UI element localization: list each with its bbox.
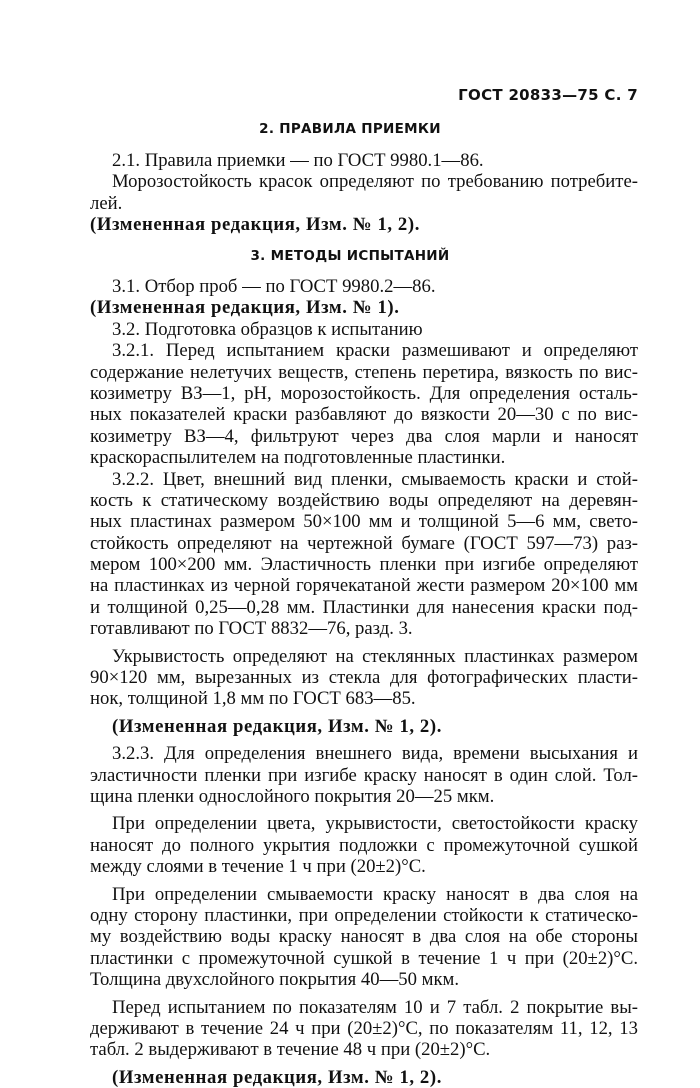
text-line: 2.1. Правила приемки — по ГОСТ 9980.1—86. bbox=[112, 150, 484, 171]
text-line: краскораспылителем на подготовленные пластинки. bbox=[90, 447, 506, 469]
section-3-body bbox=[90, 276, 638, 1088]
text-line: одну сторону пластинки, при определении стойкости к статическо- bbox=[90, 904, 638, 926]
section-3-title: 3. МЕТОДЫ ИСПЫТАНИЙ bbox=[250, 248, 450, 264]
text-line: 3.2.3. Для определения внешнего вида, времени высыхания и bbox=[112, 743, 638, 765]
text-line: и толщиной 0,25—0,28 мм. Пластинки для нанесения краски под- bbox=[90, 596, 638, 618]
text-line: нок, толщиной 1,8 мм по ГОСТ 683—85. bbox=[90, 688, 416, 710]
text-line: мером 100×200 мм. Эластичность пленки при изгибе определяют bbox=[90, 554, 638, 576]
text-line: пластинки с промежуточной сушкой в течение 1 ч при (20±2)°С. bbox=[90, 947, 638, 969]
text-line: стойкость определяют на чертежной бумаге (ГОСТ 597—73) раз- bbox=[90, 532, 638, 554]
text-line: на пластинках из черной горячекатаной жести размером 20×100 мм bbox=[90, 575, 638, 597]
text-line: Перед испытанием по показателям 10 и 7 табл. 2 покрытие вы- bbox=[112, 996, 638, 1018]
text-line: 3.2. Подготовка образцов к испытанию bbox=[112, 318, 423, 340]
text-line: готавливают по ГОСТ 8832—76, разд. 3. bbox=[90, 618, 413, 640]
text-line: Морозостойкость красок определяют по требованию потребите- bbox=[112, 171, 638, 193]
section-2-title: 2. ПРАВИЛА ПРИЕМКИ bbox=[259, 121, 441, 137]
text-line: му воздействию воды краску наносят в два слоя на обе стороны bbox=[90, 926, 638, 948]
amendment-note: (Измененная редакция, Изм. № 1, 2). bbox=[112, 715, 442, 737]
text-line: кость к статическому воздействию воды определяют на деревян- bbox=[90, 489, 638, 511]
text-line: Укрывистость определяют на стеклянных пластинках размером bbox=[112, 645, 638, 667]
text-line: 3.1. Отбор проб — по ГОСТ 9980.2—86. bbox=[112, 276, 436, 297]
page-header: ГОСТ 20833—75 С. 7 bbox=[458, 86, 638, 104]
text-line: ных пластинах размером 50×100 мм и толщиной 5—6 мм, свето- bbox=[90, 511, 638, 533]
text-line: содержание нелетучих веществ, степень перетира, вязкость по вис- bbox=[90, 361, 638, 383]
section-2-body bbox=[90, 150, 638, 236]
text-line: 90×120 мм, вырезанных из стекла для фотографических пласти- bbox=[90, 667, 638, 689]
text-line: щина пленки однослойного покрытия 20—25 мкм. bbox=[90, 785, 495, 807]
text-line: табл. 2 выдерживают в течение 48 ч при (20±2)°С. bbox=[90, 1039, 491, 1061]
text-line: Толщина двухслойного покрытия 40—50 мкм. bbox=[90, 969, 460, 991]
text-line: лей. bbox=[90, 192, 123, 214]
text-line: козиметру ВЗ—4, фильтруют через два слоя марли и наносят bbox=[90, 425, 638, 447]
text-line: эластичности пленки при изгибе краску наносят в один слой. Тол- bbox=[90, 764, 638, 786]
amendment-note: (Измененная редакция, Изм. № 1, 2). bbox=[90, 214, 420, 236]
amendment-note: (Измененная редакция, Изм. № 1, 2). bbox=[112, 1066, 442, 1088]
text-line: наносят до полного укрытия подложки с промежуточной сушкой bbox=[90, 834, 638, 856]
text-line: держивают в течение 24 ч при (20±2)°С, по показателям 11, 12, 13 bbox=[90, 1017, 638, 1039]
text-line: При определении цвета, укрывистости, светостойкости краску bbox=[112, 813, 638, 835]
text-line: козиметру ВЗ—1, рН, морозостойкость. Для определения осталь- bbox=[90, 382, 638, 404]
text-line: между слоями в течение 1 ч при (20±2)°С. bbox=[90, 856, 426, 878]
amendment-note: (Измененная редакция, Изм. № 1). bbox=[90, 297, 400, 319]
text-line: При определении смываемости краску наносят в два слоя на bbox=[112, 883, 638, 905]
text-line: ных показателей краски разбавляют до вязкости 20—30 с по вис- bbox=[90, 404, 638, 426]
text-line: 3.2.1. Перед испытанием краски размешивают и определяют bbox=[112, 340, 638, 362]
text-line: 3.2.2. Цвет, внешний вид пленки, смываемость краски и стой- bbox=[112, 468, 638, 490]
